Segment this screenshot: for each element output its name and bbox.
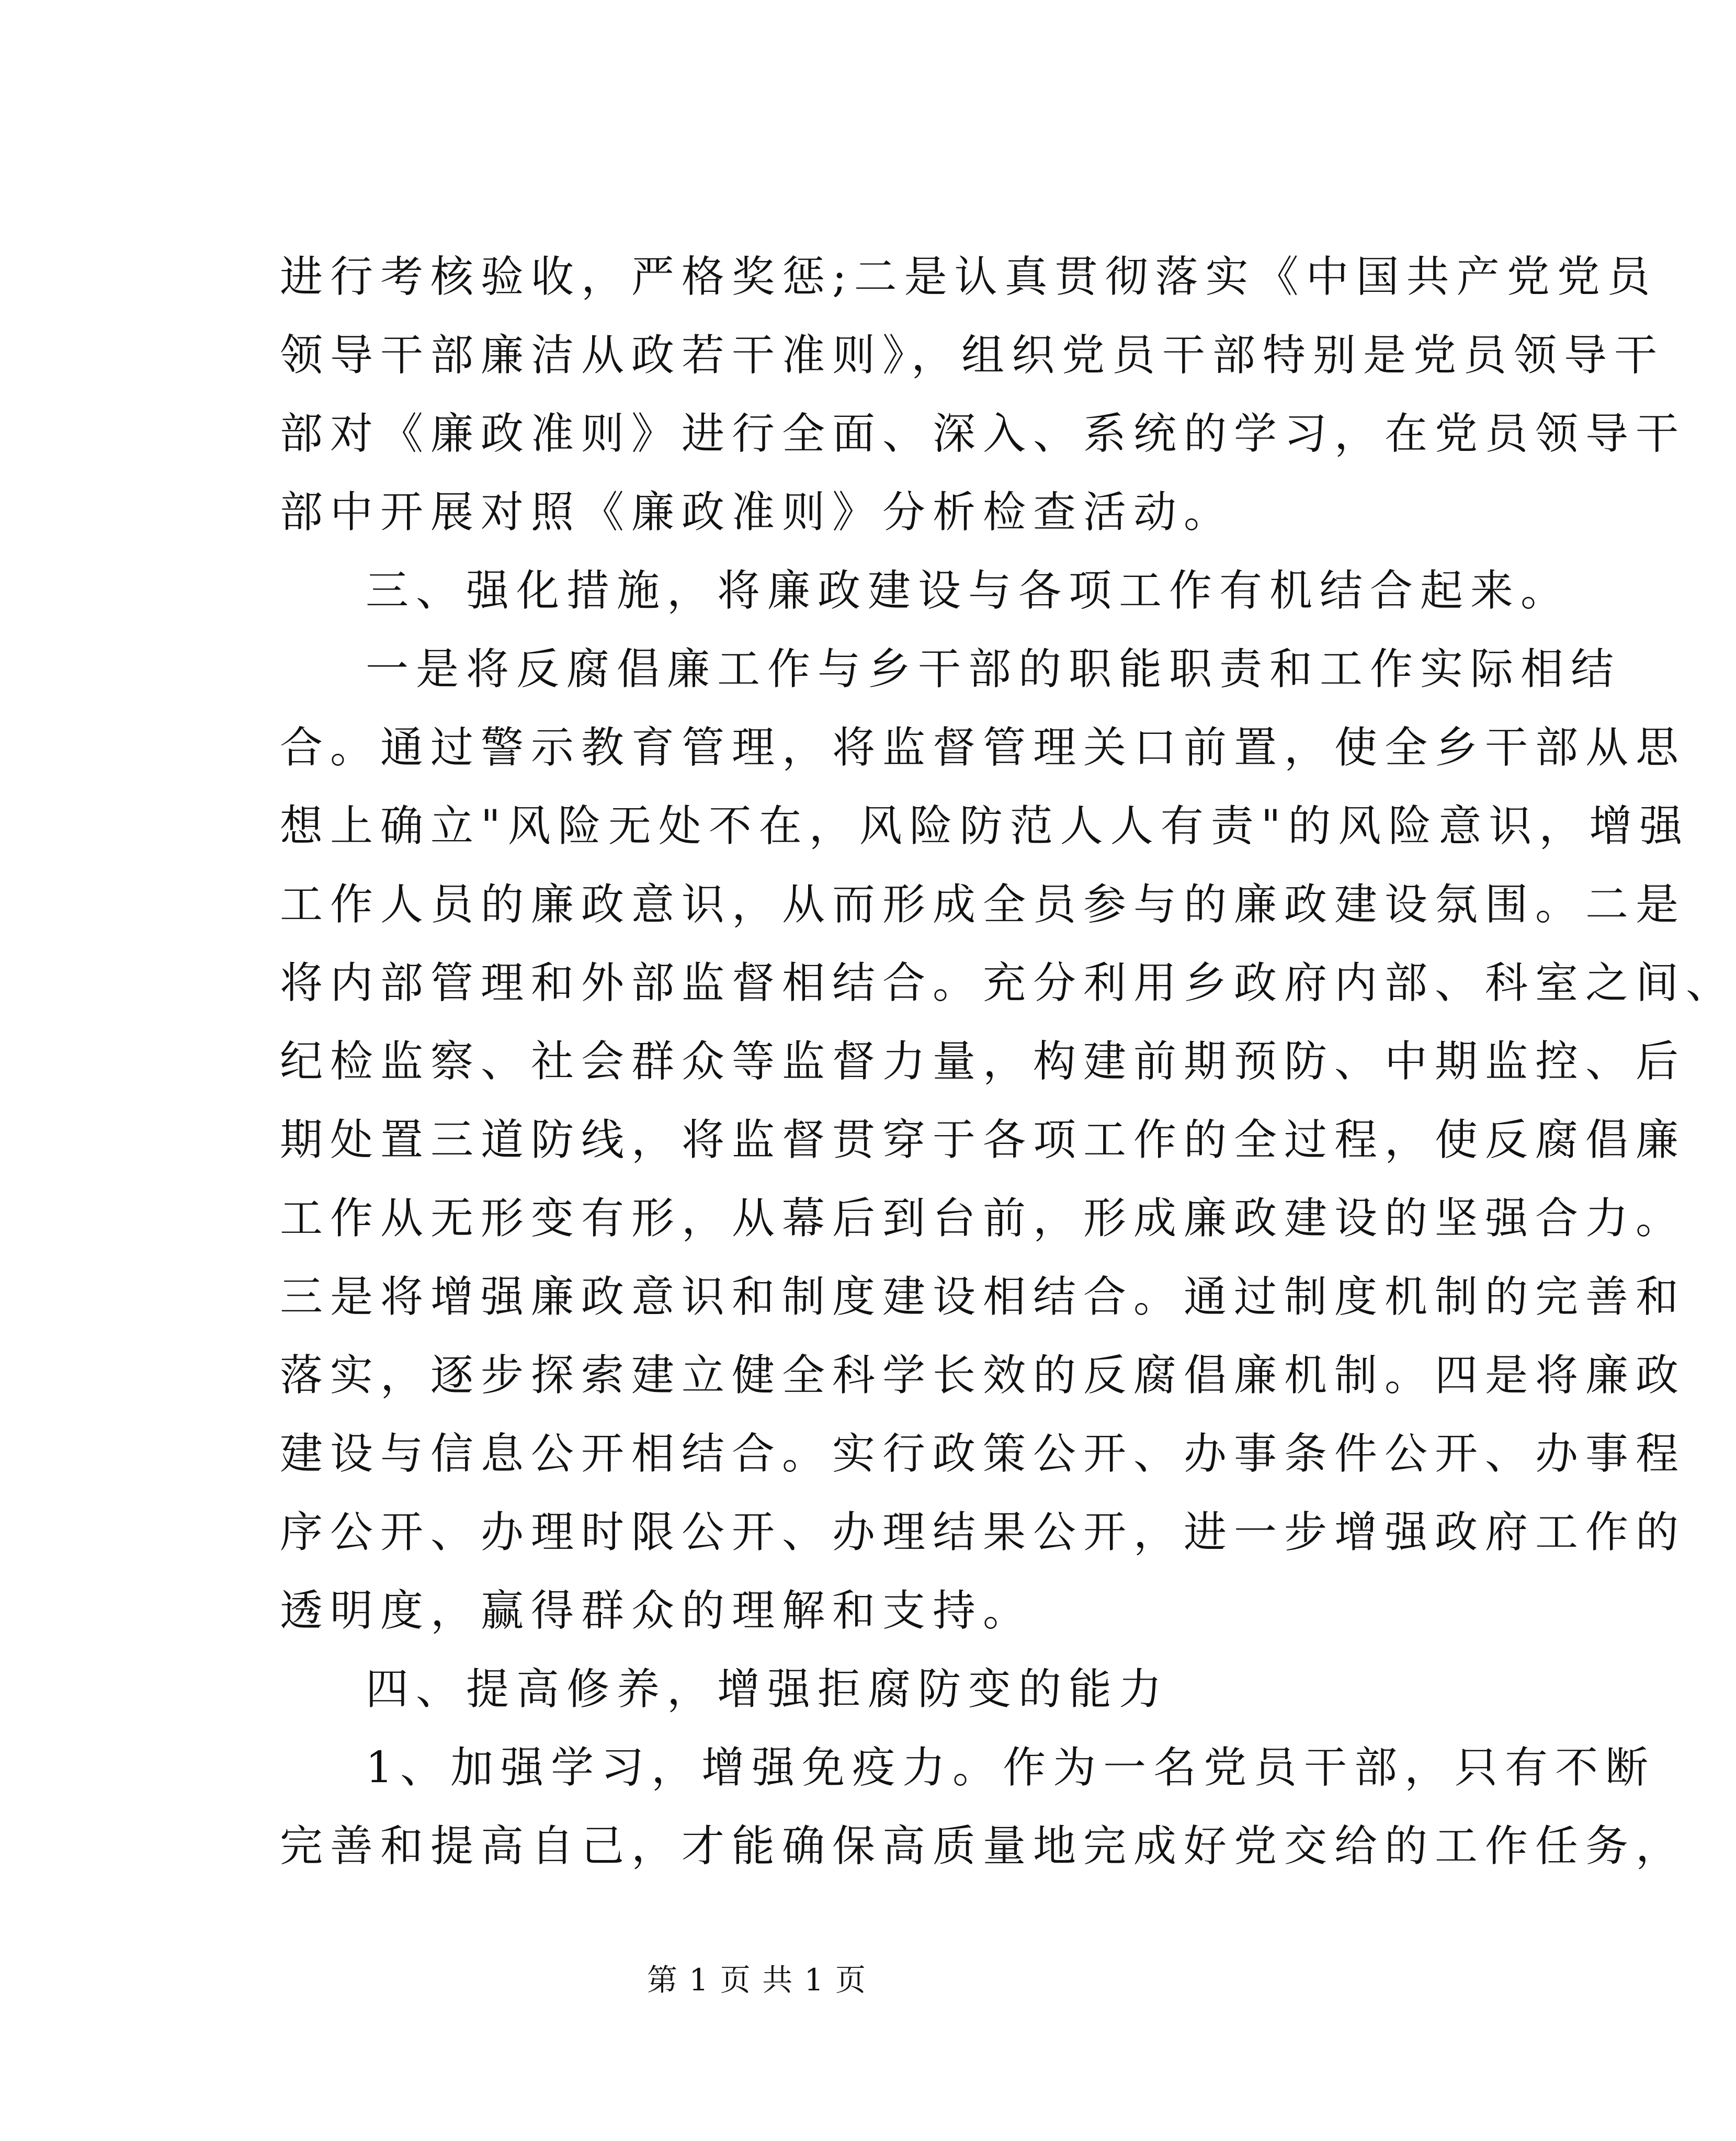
text-line: 部中开展对照《廉政准则》分析检查活动。 (280, 488, 1234, 537)
text-line: 序公开、办理时限公开、办理结果公开，进一步增强政府工作的 (280, 1508, 1686, 1557)
text-line: 领导干部廉洁从政若干准则》，组织党员干部特别是党员领导干 (280, 331, 1665, 380)
text-line: 三是将增强廉政意识和制度建设相结合。通过制度机制的完善和 (280, 1272, 1686, 1322)
text-line: 落实，逐步探索建立健全科学长效的反腐倡廉机制。四是将廉政 (280, 1351, 1686, 1400)
text-line: 工作从无形变有形，从幕后到台前，形成廉政建设的坚强合力。 (280, 1194, 1686, 1243)
text-line: 进行考核验收，严格奖惩;二是认真贯彻落实《中国共产党党员 (280, 252, 1658, 302)
text-line: 一是将反腐倡廉工作与乡干部的职能职责和工作实际相结 (366, 644, 1621, 694)
text-line: 完善和提高自己，才能确保高质量地完成好党交给的工作任务， (280, 1821, 1686, 1871)
text-line: 合。通过警示教育管理，将监督管理关口前置，使全乡干部从思 (280, 723, 1686, 773)
text-line: 部对《廉政准则》进行全面、深入、系统的学习，在党员领导干 (280, 409, 1686, 459)
text-line: 将内部管理和外部监督相结合。充分利用乡政府内部、科室之间、 (280, 958, 1736, 1008)
page-footer: 第 1 页 共 1 页 (647, 1962, 867, 1998)
text-line: 工作人员的廉政意识，从而形成全员参与的廉政建设氛围。二是 (280, 880, 1686, 930)
text-line: 想上确立"风险无处不在，风险防范人人有责"的风险意识，增强 (280, 801, 1690, 851)
text-line: 纪检监察、社会群众等监督力量，构建前期预防、中期监控、后 (280, 1037, 1686, 1086)
text-line: 透明度，赢得群众的理解和支持。 (280, 1586, 1034, 1636)
text-line: 建设与信息公开相结合。实行政策公开、办事条件公开、办事程 (280, 1429, 1686, 1479)
section-heading-4: 四、提高修养，增强拒腐防变的能力 (366, 1664, 1170, 1714)
text-line: 1、加强学习，增强免疫力。作为一名党员干部，只有不断 (366, 1743, 1656, 1793)
section-heading-3: 三、强化措施，将廉政建设与各项工作有机结合起来。 (366, 566, 1571, 616)
text-line: 期处置三道防线，将监督贯穿于各项工作的全过程，使反腐倡廉 (280, 1115, 1686, 1165)
